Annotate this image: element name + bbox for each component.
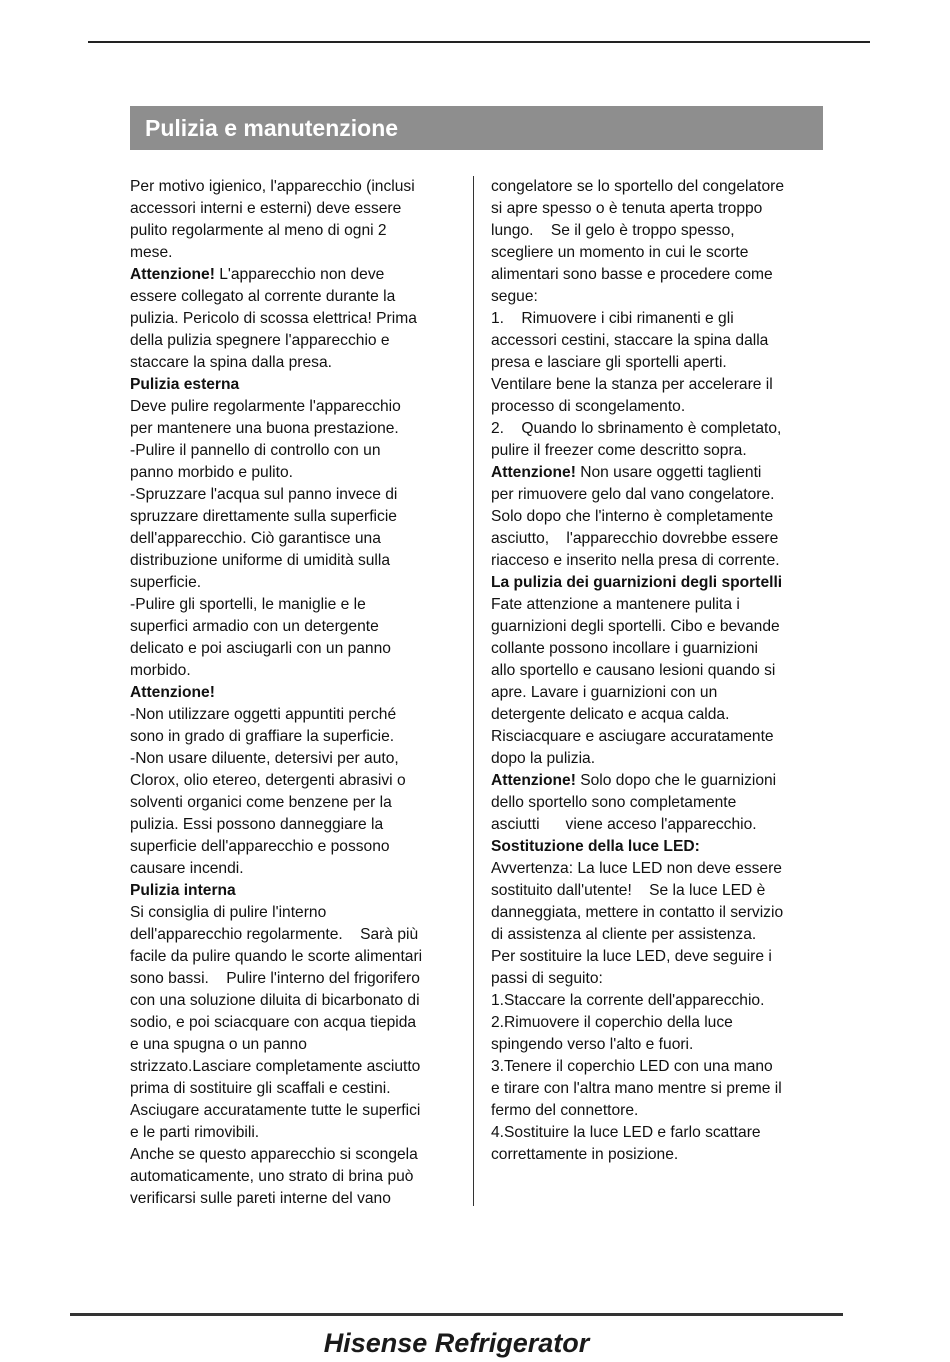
text-line (491, 682, 827, 704)
body-text: riacceso e inserito nella presa di corrente. (491, 552, 780, 569)
bold-text: Sostituzione della luce LED: (491, 838, 700, 855)
text-line (491, 374, 827, 396)
body-text: Risciacquare e asciugare accuratamente (491, 728, 774, 745)
text-line (491, 1100, 827, 1122)
text-line (491, 946, 827, 968)
body-text: dello sportello sono completamente (491, 794, 737, 811)
text-line (130, 418, 466, 440)
body-text: -Pulire gli sportelli, le maniglie e le (130, 596, 366, 613)
bold-text: Pulizia esterna (130, 376, 240, 393)
text-line (130, 792, 466, 814)
section-header (130, 106, 823, 150)
body-text: per mantenere una buona prestazione. (130, 420, 399, 437)
body-text: apre. Lavare i guarnizioni con un (491, 684, 718, 701)
body-text: guarnizioni degli sportelli. Cibo e bevande (491, 618, 780, 635)
text-line (130, 814, 466, 836)
body-text: di assistenza al cliente per assistenza. (491, 926, 757, 943)
text-line (491, 220, 827, 242)
text-line (130, 1012, 466, 1034)
text-line (130, 638, 466, 660)
body-text: collante possono incollare i guarnizioni (491, 640, 758, 657)
text-line (130, 374, 466, 396)
body-text: -Non usare diluente, detersivi per auto, (130, 750, 399, 767)
text-line (130, 220, 466, 242)
body-text: si apre spesso o è tenuta aperta troppo (491, 200, 763, 217)
body-text: morbido. (130, 662, 191, 679)
column-divider (473, 176, 474, 1206)
text-line (491, 506, 827, 528)
body-text: delicato e poi asciugarli con un panno (130, 640, 391, 657)
bold-text: La pulizia dei guarnizioni degli sportelli (491, 574, 783, 591)
footer-brand: Hisense Refrigerator (323, 1328, 590, 1358)
text-line (130, 506, 466, 528)
body-text: danneggiata, mettere in contatto il servizio (491, 904, 784, 921)
bold-text: Pulizia interna (130, 882, 236, 899)
body-text: Si consiglia di pulire l'interno (130, 904, 327, 921)
text-line (491, 990, 827, 1012)
text-line (130, 924, 466, 946)
text-line (491, 616, 827, 638)
body-text: Ventilare bene la stanza per accelerare il (491, 376, 773, 393)
text-line (130, 286, 466, 308)
body-text: Solo dopo che l'interno è completamente (491, 508, 774, 525)
body-text: dell'apparecchio. Ciò garantisce una (130, 530, 381, 547)
text-line (491, 660, 827, 682)
body-text: distribuzione uniforme di umidità sulla (130, 552, 391, 569)
text-line (491, 264, 827, 286)
text-line (130, 330, 466, 352)
text-line (491, 594, 827, 616)
body-text: Deve pulire regolarmente l'apparecchio (130, 398, 401, 415)
body-text: sono in grado di graffiare la superficie. (130, 728, 395, 745)
body-text: verificarsi sulle pareti interne del vano (130, 1190, 391, 1207)
body-text: scegliere un momento in cui le scorte (491, 244, 749, 261)
body-text: accessori interni e esterni) deve essere (130, 200, 402, 217)
text-line (491, 704, 827, 726)
text-line (130, 902, 466, 924)
text-line (130, 968, 466, 990)
body-text: dell'apparecchio regolarmente. Sarà più (130, 926, 419, 943)
body-text: lungo. Se il gelo è troppo spesso, (491, 222, 735, 239)
body-text: Fate attenzione a mantenere pulita i (491, 596, 740, 613)
text-line (491, 726, 827, 748)
text-line (491, 528, 827, 550)
text-line (491, 352, 827, 374)
text-line (491, 308, 827, 330)
body-text: -Non utilizzare oggetti appuntiti perché (130, 706, 397, 723)
body-text: facile da pulire quando le scorte alimentari (130, 948, 423, 965)
text-line (130, 1122, 466, 1144)
body-text: presa e lasciare gli sportelli aperti. (491, 354, 727, 371)
text-line (130, 858, 466, 880)
text-line (491, 1034, 827, 1056)
body-text: superficie. (130, 574, 202, 591)
body-text: Anche se questo apparecchio si scongela (130, 1146, 418, 1163)
bold-text: Attenzione! (130, 266, 215, 283)
body-text: solventi organici come benzene per la (130, 794, 392, 811)
text-line (130, 528, 466, 550)
text-line (130, 550, 466, 572)
text-line (491, 1078, 827, 1100)
text-line (491, 1122, 827, 1144)
body-text: 2.Rimuovere il coperchio della luce (491, 1014, 733, 1031)
text-line (491, 242, 827, 264)
body-text: Per sostituire la luce LED, deve seguire i (491, 948, 772, 965)
text-line (491, 198, 827, 220)
text-line (491, 924, 827, 946)
body-text: dopo la pulizia. (491, 750, 596, 767)
body-text: Per motivo igienico, l'apparecchio (inclusi (130, 178, 415, 195)
body-text: Avvertenza: La luce LED non deve essere (491, 860, 782, 877)
body-text: sono bassi. Pulire l'interno del frigorifero (130, 970, 420, 987)
text-line (130, 1144, 466, 1166)
text-line (491, 902, 827, 924)
text-line (130, 704, 466, 726)
body-text: sodio, e poi sciacquare con acqua tiepida (130, 1014, 417, 1031)
body-text: allo sportello e causano lesioni quando si (491, 662, 776, 679)
body-text: e una spugna o un panno (130, 1036, 307, 1053)
text-line (491, 418, 827, 440)
body-text: alimentari sono basse e procedere come (491, 266, 773, 283)
text-line (491, 286, 827, 308)
body-text: L'apparecchio non deve (214, 266, 385, 283)
body-text: prima di sostituire gli scaffali e cestini. (130, 1080, 391, 1097)
text-line (491, 440, 827, 462)
text-line (491, 968, 827, 990)
body-text: per rimuovere gelo dal vano congelatore. (491, 486, 775, 503)
body-text: detergente delicato e acqua calda. (491, 706, 730, 723)
body-text: 1. Rimuovere i cibi rimanenti e gli (491, 310, 734, 327)
body-text: asciutti viene acceso l'apparecchio. (491, 816, 757, 833)
text-line (130, 1056, 466, 1078)
bold-text: Attenzione! (130, 684, 215, 701)
body-text: -Spruzzare l'acqua sul panno invece di (130, 486, 398, 503)
text-line (491, 858, 827, 880)
body-text: spruzzare direttamente sulla superficie (130, 508, 397, 525)
text-line (491, 792, 827, 814)
text-line (491, 572, 827, 594)
text-line (130, 1166, 466, 1188)
text-line (491, 1012, 827, 1034)
body-text: correttamente in posizione. (491, 1146, 679, 1163)
text-line (130, 462, 466, 484)
text-line (130, 880, 466, 902)
body-text: Non usare oggetti taglienti (575, 464, 762, 481)
text-line (130, 396, 466, 418)
body-text: causare incendi. (130, 860, 244, 877)
section-title: Pulizia e manutenzione (145, 114, 399, 141)
body-text: 2. Quando lo sbrinamento è completato, (491, 420, 782, 437)
text-line (130, 1100, 466, 1122)
text-line (491, 550, 827, 572)
text-line (130, 352, 466, 374)
body-text: -Pulire il pannello di controllo con un (130, 442, 381, 459)
text-line (130, 1034, 466, 1056)
body-text: panno morbido e pulito. (130, 464, 293, 481)
text-line (130, 1078, 466, 1100)
text-line (130, 1188, 466, 1210)
body-text: sostituito dall'utente! Se la luce LED è (491, 882, 766, 899)
body-text: 1.Staccare la corrente dell'apparecchio. (491, 992, 765, 1009)
body-text: 4.Sostituire la luce LED e farlo scattare (491, 1124, 761, 1141)
body-text: staccare la spina dalla presa. (130, 354, 332, 371)
body-text: spingendo verso l'alto e fuori. (491, 1036, 694, 1053)
body-text: congelatore se lo sportello del congelatore (491, 178, 785, 195)
body-text: pulire il freezer come descritto sopra. (491, 442, 747, 459)
body-text: pulizia. Pericolo di scossa elettrica! Prima (130, 310, 417, 327)
text-line (491, 1056, 827, 1078)
text-line (130, 726, 466, 748)
text-line (130, 308, 466, 330)
text-line (491, 396, 827, 418)
text-line (130, 946, 466, 968)
text-line (491, 748, 827, 770)
text-line (491, 638, 827, 660)
text-line (491, 770, 827, 792)
text-line (130, 572, 466, 594)
text-line (130, 990, 466, 1012)
body-text: e le parti rimovibili. (130, 1124, 260, 1141)
body-text: Solo dopo che le guarnizioni (575, 772, 777, 789)
bold-text: Attenzione! (491, 464, 576, 481)
body-text: accessori cestini, staccare la spina dalla (491, 332, 769, 349)
text-line (491, 814, 827, 836)
left-text-column (130, 176, 466, 1210)
body-text: asciutto, l'apparecchio dovrebbe essere (491, 530, 779, 547)
text-line (130, 264, 466, 286)
text-line (130, 242, 466, 264)
body-text: strizzato.Lasciare completamente asciutto (130, 1058, 421, 1075)
text-line (130, 198, 466, 220)
bottom-rule (70, 1313, 843, 1316)
body-text: automaticamente, uno strato di brina può (130, 1168, 414, 1185)
text-line (130, 836, 466, 858)
body-text: fermo del connettore. (491, 1102, 639, 1119)
text-line (130, 440, 466, 462)
text-line (491, 330, 827, 352)
text-line (491, 1144, 827, 1166)
body-text: essere collegato al corrente durante la (130, 288, 396, 305)
text-line (491, 836, 827, 858)
body-text: Asciugare accuratamente tutte le superfici (130, 1102, 421, 1119)
body-text: Clorox, olio etereo, detergenti abrasivi o (130, 772, 406, 789)
bold-text: Attenzione! (491, 772, 576, 789)
right-text-column (491, 176, 827, 1166)
text-line (130, 682, 466, 704)
body-text: pulizia. Essi possono danneggiare la (130, 816, 384, 833)
body-text: superficie dell'apparecchio e possono (130, 838, 390, 855)
text-line (491, 880, 827, 902)
body-text: passi di seguito: (491, 970, 603, 987)
body-text: segue: (491, 288, 538, 305)
top-rule (88, 41, 870, 43)
text-line (130, 770, 466, 792)
body-text: 3.Tenere il coperchio LED con una mano (491, 1058, 773, 1075)
body-text: e tirare con l'altra mano mentre si preme il (491, 1080, 782, 1097)
text-line (491, 484, 827, 506)
text-line (130, 484, 466, 506)
text-line (130, 616, 466, 638)
body-text: superfici armadio con un detergente (130, 618, 379, 635)
body-text: processo di scongelamento. (491, 398, 686, 415)
body-text: con una soluzione diluita di bicarbonato di (130, 992, 420, 1009)
text-line (491, 176, 827, 198)
text-line (130, 176, 466, 198)
body-text: pulito regolarmente al meno di ogni 2 (130, 222, 387, 239)
body-text: della pulizia spegnere l'apparecchio e (130, 332, 390, 349)
text-line (130, 660, 466, 682)
text-line (130, 748, 466, 770)
body-text: mese. (130, 244, 173, 261)
text-line (491, 462, 827, 484)
text-line (130, 594, 466, 616)
